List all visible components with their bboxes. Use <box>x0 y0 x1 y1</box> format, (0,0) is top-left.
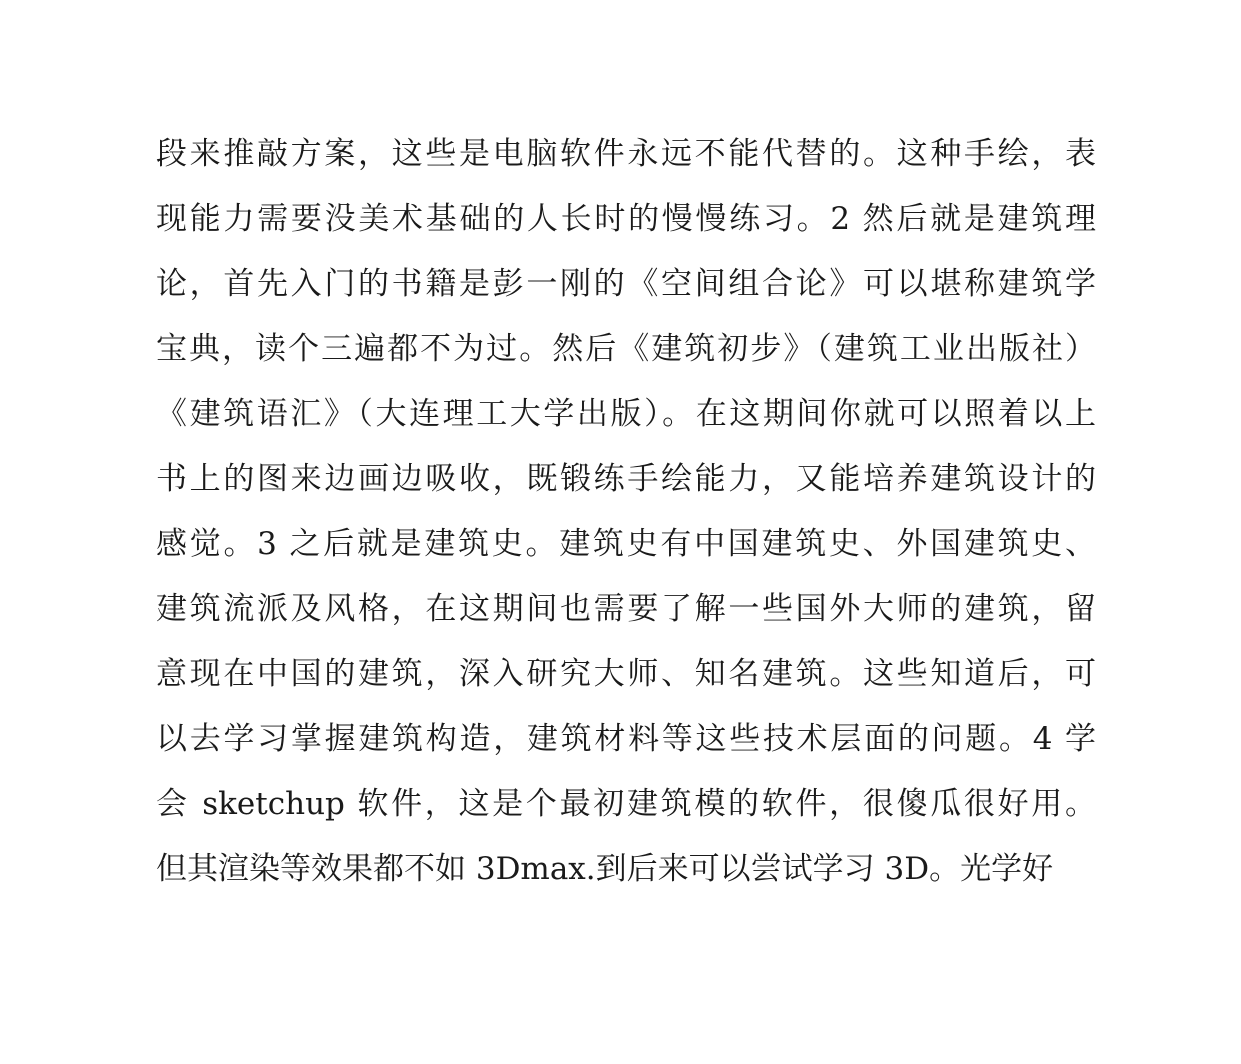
text-line: 但其渲染等效果都不如 3Dmax.到后来可以尝试学习 3D。光学好 <box>156 851 1054 887</box>
text-line: 建筑流派及风格，在这期间也需要了解一些国外大师的建筑，留 <box>156 591 1096 627</box>
body-text <box>156 122 1096 902</box>
text-line: 会 sketchup 软件，这是个最初建筑模的软件，很傻瓜很好用。 <box>156 786 1096 822</box>
text-line: 意现在中国的建筑，深入研究大师、知名建筑。这些知道后，可 <box>156 656 1096 692</box>
text-line: 书上的图来边画边吸收，既锻练手绘能力，又能培养建筑设计的 <box>156 461 1096 497</box>
text-line: 论，首先入门的书籍是彭一刚的《空间组合论》可以堪称建筑学 <box>156 266 1096 302</box>
text-line: 以去学习掌握建筑构造，建筑材料等这些技术层面的问题。4 学 <box>156 721 1096 757</box>
text-line: 现能力需要没美术基础的人长时的慢慢练习。2 然后就是建筑理 <box>156 201 1096 237</box>
text-line: 《建筑语汇》（大连理工大学出版）。在这期间你就可以照着以上 <box>156 396 1096 432</box>
text-line: 段来推敲方案，这些是电脑软件永远不能代替的。这种手绘，表 <box>156 136 1096 172</box>
text-line: 宝典，读个三遍都不为过。然后《建筑初步》（建筑工业出版社） <box>156 331 1096 367</box>
text-line: 感觉。3 之后就是建筑史。建筑史有中国建筑史、外国建筑史、 <box>156 526 1096 562</box>
